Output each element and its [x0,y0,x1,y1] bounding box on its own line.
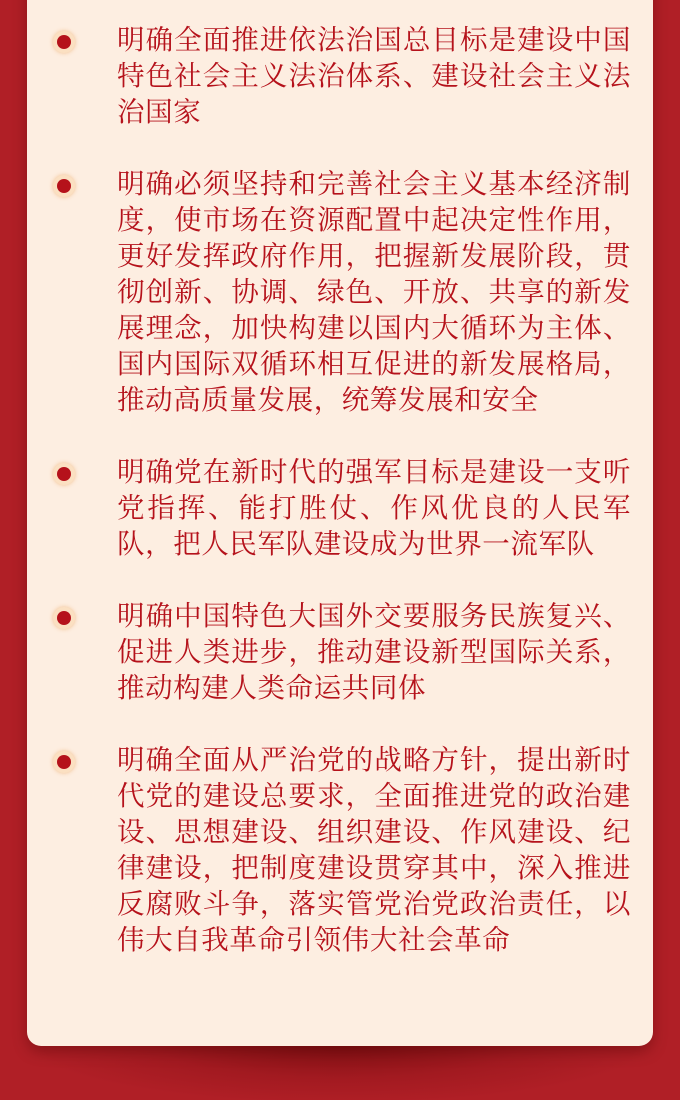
bullet-dot-icon [53,607,75,629]
list-item-text: 明确全面推进依法治国总目标是建设中国特色社会主义法治体系、建设社会主义法治国家 [117,24,631,128]
bottom-shadow [40,1040,640,1100]
list-item-text: 明确中国特色大国外交要服务民族复兴、促进人类进步，推动建设新型国际关系，推动构建人类命运共同体 [117,600,631,704]
list-item-text: 明确全面从严治党的战略方针，提出新时代党的建设总要求，全面推进党的政治建设、思想建设、组织建设、作风建设、纪律建设，把制度建设贯穿其中，深入推进反腐败斗争，落实管党治党政治责任，以伟大自我革命引领伟大社会革命 [117,744,631,956]
bullet-dot-icon [53,463,75,485]
list-item [27,166,653,418]
content-card [27,0,653,1046]
list-item [27,598,653,706]
bullet-dot-icon [53,751,75,773]
list-item [27,22,653,130]
list-item [27,454,653,562]
bullet-dot-icon [53,31,75,53]
list-item-text: 明确必须坚持和完善社会主义基本经济制度，使市场在资源配置中起决定性作用，更好发挥政府作用，把握新发展阶段，贯彻创新、协调、绿色、开放、共享的新发展理念，加快构建以国内大循环为主体、国内国际双循环相互促进的新发展格局，推动高质量发展，统筹发展和安全 [117,168,631,416]
list-item [27,742,653,958]
bullet-list [27,22,653,994]
list-item-text: 明确党在新时代的强军目标是建设一支听党指挥、能打胜仗、作风优良的人民军队，把人民军队建设成为世界一流军队 [117,456,631,560]
bullet-dot-icon [53,175,75,197]
